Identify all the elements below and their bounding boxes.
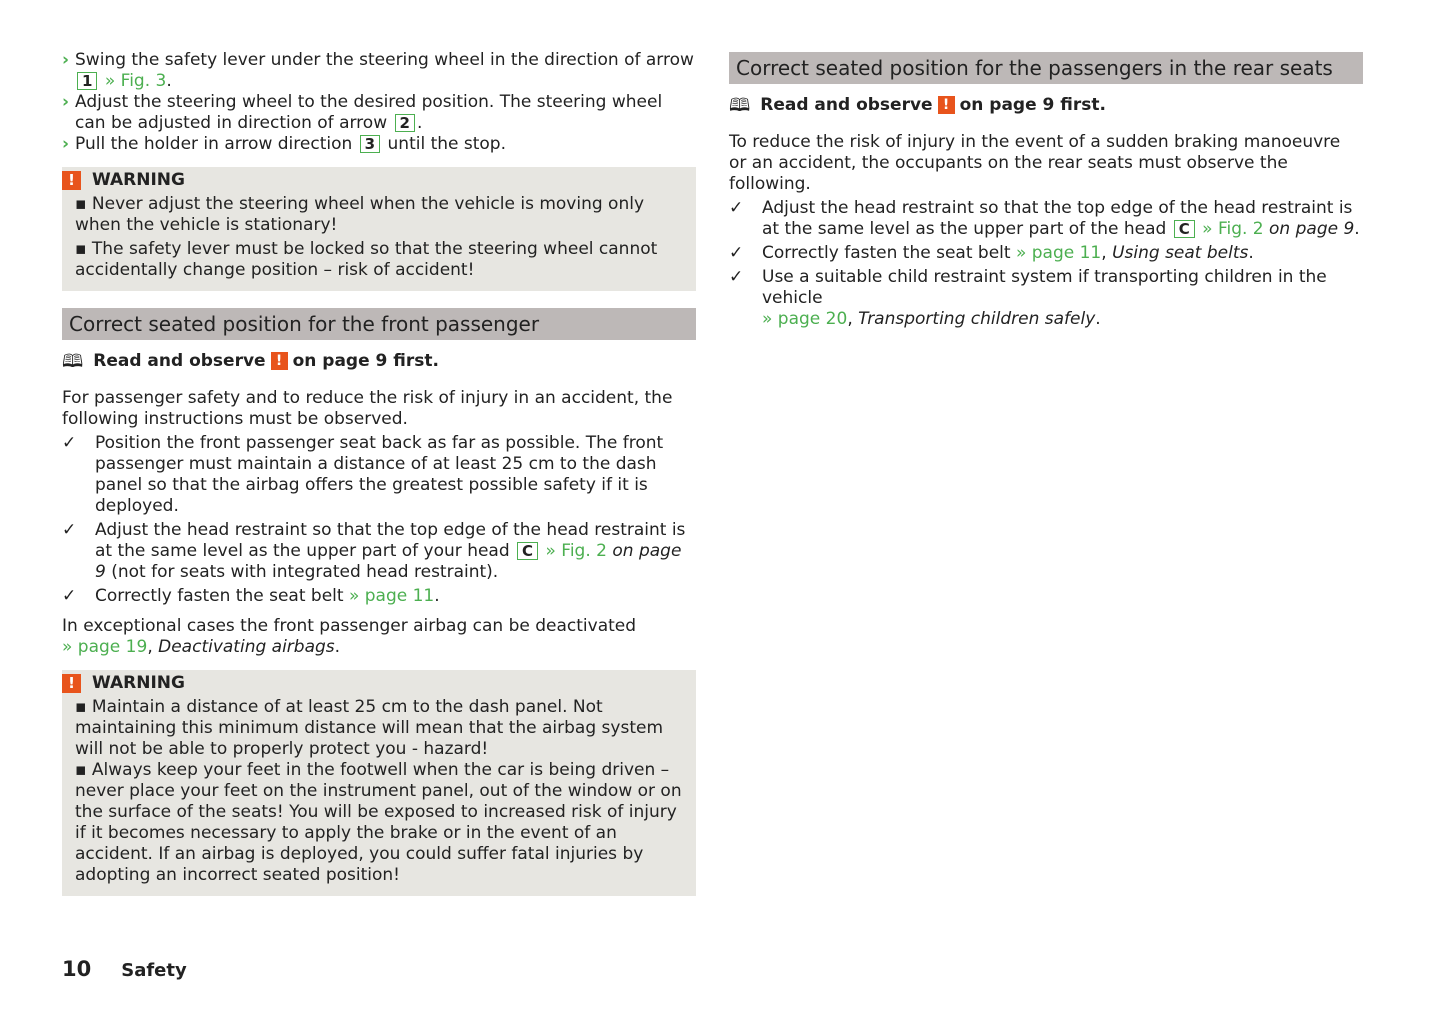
warning-icon: ! <box>62 674 81 693</box>
section-title: Correct seated position for the passengers in the rear seats <box>729 52 1363 84</box>
warning-icon: ! <box>271 352 288 370</box>
warning-header <box>62 169 683 191</box>
checkmark-icon: ✓ <box>62 520 77 540</box>
page-reference[interactable]: on page 9 first. <box>959 94 1106 115</box>
figure-link[interactable]: » Fig. 2 <box>545 541 607 561</box>
page-link[interactable]: » page 11 <box>1015 243 1102 263</box>
label-box: C <box>517 542 538 560</box>
step-arrow-icon: › <box>62 50 70 70</box>
checkmark-icon: ✓ <box>729 267 744 287</box>
book-icon: 🕮 <box>729 94 751 116</box>
warning-header <box>62 672 683 694</box>
arrow-label-box: 3 <box>360 135 380 153</box>
read-and-observe-note: 🕮 Read and observe ! on page 9 first. <box>729 94 1106 116</box>
checklist-item: ✓ Adjust the head restraint so that the top edge of the head restraint is at the same level as the upper part of the head C » Fig. 2 on page 9. <box>729 198 1360 239</box>
checklist-item: ✓ Position the front passenger seat back as far as possible. The front passenger must maintain a distance of at least 25 cm to the dash panel so that the airbag offers the greatest possible safety if it is deployed. <box>62 433 664 516</box>
page-link[interactable]: » page 20 <box>762 309 848 329</box>
warning-item: ▪ Always keep your feet in the footwell when the car is being driven – never place your feet on the instrument panel, out of the window or on the surface of the seats! You will be exposed to increased risk of injury if it becomes necessary to apply the brake or in the event of an accident. If an airbag is deployed, you could suffer fatal injuries by adopting an incorrect seated position! <box>75 760 682 885</box>
checklist-item: ✓ Adjust the head restraint so that the top edge of the head restraint is at the same level as the upper part of your head C » Fig. 2 on page 9 (not for seats with integrated head restraint). <box>62 520 686 582</box>
warning-box <box>62 167 696 291</box>
checklist-item: ✓ Correctly fasten the seat belt » page 11, Using seat belts. <box>729 243 1254 263</box>
checklist-item: ✓ Correctly fasten the seat belt » page 11. <box>62 586 440 606</box>
exception-paragraph: In exceptional cases the front passenger airbag can be deactivated » page 19, Deactivating airbags. <box>62 616 637 657</box>
warning-item: ▪ The safety lever must be locked so that the steering wheel cannot accidentally change position – risk of accident! <box>75 239 658 280</box>
read-and-observe-note: 🕮 Read and observe ! on page 9 first. <box>62 350 439 372</box>
warning-item: ▪ Never adjust the steering wheel when the vehicle is moving only when the vehicle is stationary! <box>75 194 645 235</box>
figure-link[interactable]: » Fig. 2 <box>1202 219 1264 239</box>
book-icon: 🕮 <box>62 350 84 372</box>
warning-title: WARNING <box>92 169 185 190</box>
page-number: 10 <box>62 957 92 981</box>
arrow-label-box: 1 <box>77 72 97 90</box>
step-arrow-icon: › <box>62 92 70 112</box>
page-link[interactable]: » page 19 <box>62 637 148 657</box>
intro-paragraph: To reduce the risk of injury in the event of a sudden braking manoeuvre or an accident, the occupants on the rear seats must observe the following. <box>729 132 1341 194</box>
figure-link[interactable]: » Fig. 3 <box>104 71 167 91</box>
label-box: C <box>1174 220 1195 238</box>
instruction-step: › Adjust the steering wheel to the desired position. The steering wheel can be adjusted in direction of arrow 2 . <box>62 92 663 133</box>
arrow-label-box: 2 <box>395 114 415 132</box>
checkmark-icon: ✓ <box>62 586 77 606</box>
chapter-title: Safety <box>121 960 187 981</box>
intro-paragraph: For passenger safety and to reduce the risk of injury in an accident, the following instructions must be observed. <box>62 388 673 429</box>
checklist-item: ✓ Use a suitable child restraint system if transporting children in the vehicle » page 20, Transporting children safely. <box>729 267 1327 329</box>
left-column <box>62 50 696 896</box>
page-link[interactable]: » page 11 <box>348 586 435 606</box>
instruction-step: › Pull the holder in arrow direction 3 until the stop. <box>62 134 507 154</box>
right-column <box>729 50 1363 330</box>
checkmark-icon: ✓ <box>729 243 744 263</box>
warning-icon: ! <box>938 96 955 114</box>
warning-box <box>62 670 696 896</box>
warning-title: WARNING <box>92 672 185 693</box>
checkmark-icon: ✓ <box>62 433 77 453</box>
page-reference[interactable]: on page 9 first. <box>292 350 439 371</box>
page-footer <box>62 959 187 981</box>
step-arrow-icon: › <box>62 134 70 154</box>
warning-item: ▪ Maintain a distance of at least 25 cm to the dash panel. Not maintaining this minimum distance will mean that the airbag system will not be able to properly protect you - hazard! <box>75 697 664 759</box>
warning-icon: ! <box>62 171 81 190</box>
section-title: Correct seated position for the front passenger <box>62 308 696 340</box>
instruction-step: › Swing the safety lever under the steering wheel in the direction of arrow 1 » Fig. 3. <box>62 50 694 91</box>
checkmark-icon: ✓ <box>729 198 744 218</box>
